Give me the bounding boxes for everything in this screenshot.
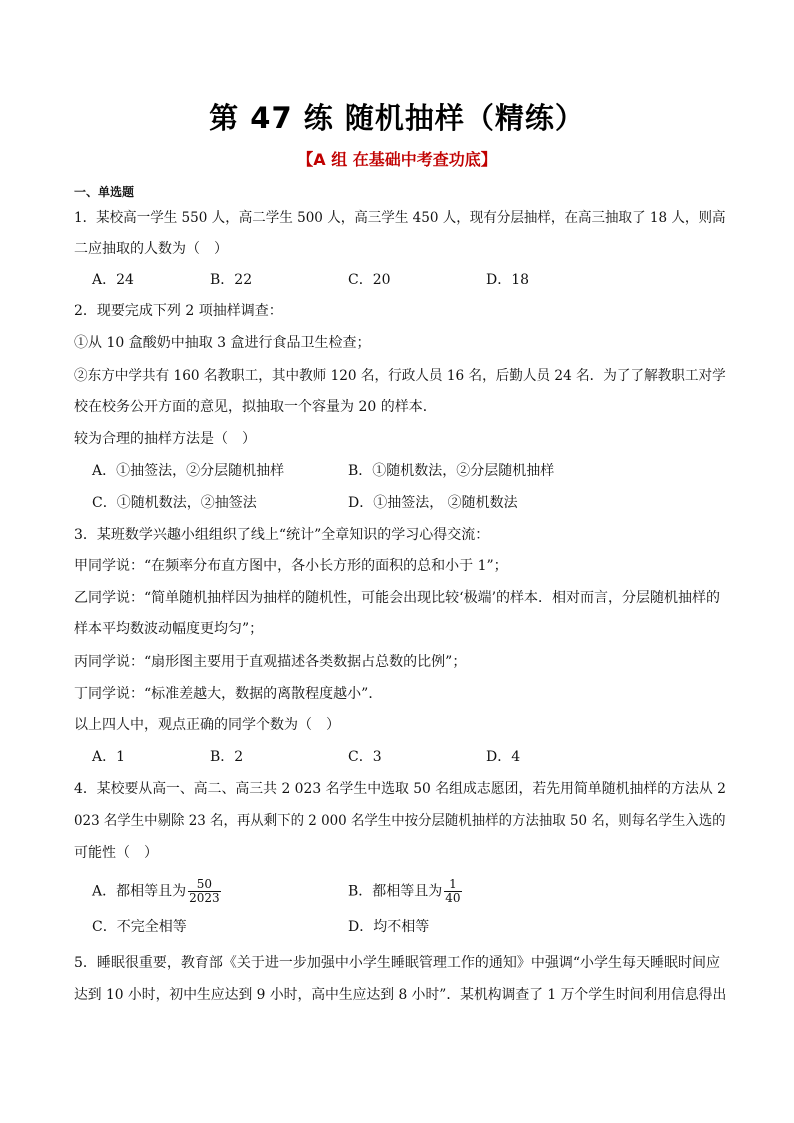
q3-option-d: D．4 — [486, 749, 521, 765]
q4-line-3: 可能性（ ） — [74, 845, 158, 861]
q4-option-b-text: B．都相等且为 — [348, 883, 443, 900]
q1-line-1: 1．某校高一学生 550 人，高二学生 500 人，高三学生 450 人，现有分层抽样，在高三抽取了 18 人，则高 — [74, 210, 726, 226]
q3-line-4: 样本平均数波动幅度更均匀”； — [74, 621, 264, 637]
q4-option-c: C．不完全相等 — [92, 919, 187, 935]
q4-line-2: 023 名学生中剔除 23 名，再从剩下的 2 000 名学生中按分层随机抽样的方法抽取 50 名，则每名学生入选的 — [74, 813, 726, 829]
q4-option-a-text: A．都相等且为 — [92, 883, 187, 900]
q2-line-5: 较为合理的抽样方法是（ ） — [74, 431, 256, 447]
q2-option-d: D．①抽签法， ②随机数法 — [348, 495, 518, 511]
q2-line-2: ①从 10 盒酸奶中抽取 3 盒进行食品卫生检查； — [74, 335, 371, 351]
fraction-denominator: 2023 — [189, 891, 220, 905]
q2-option-b: B．①随机数法，②分层随机抽样 — [348, 463, 555, 479]
q2-option-c: C．①随机数法，②抽签法 — [92, 495, 257, 511]
section-heading: 一、单选题 — [74, 185, 135, 199]
q1-line-2: 二应抽取的人数为（ ） — [74, 241, 228, 257]
q3-line-3: 乙同学说：“简单随机抽样因为抽样的随机性，可能会出现比较‘极端’的样本．相对而言，分层随机抽样的 — [74, 590, 721, 606]
q1-option-a: A．24 — [92, 272, 134, 288]
q3-line-1: 3．某班数学兴趣小组组织了线上“统计”全章知识的学习心得交流： — [74, 527, 490, 543]
q3-line-2: 甲同学说：“在频率分布直方图中，各小长方形的面积的总和小于 1”； — [74, 558, 508, 574]
q4-option-b — [348, 878, 462, 905]
q1-option-d: D．18 — [486, 272, 530, 288]
fraction-numerator: 50 — [188, 878, 221, 892]
q2-line-4: 校在校务公开方面的意见，拟抽取一个容量为 20 的样本． — [74, 399, 437, 415]
fraction-numerator: 1 — [444, 878, 461, 892]
q2-line-3: ②东方中学共有 160 名教职工，其中教师 120 名，行政人员 16 名，后勤人员 24 名．为了了解教职工对学 — [74, 368, 726, 384]
q3-option-c: C．3 — [348, 749, 382, 765]
page-title: 第 47 练 随机抽样（精练） — [209, 101, 585, 135]
q1-option-b: B．22 — [210, 272, 253, 288]
q1-option-c: C．20 — [348, 272, 391, 288]
q4-option-b-fraction — [444, 878, 461, 905]
q5-line-1: 5．睡眠很重要，教育部《关于进一步加强中小学生睡眠管理工作的通知》中强调“小学生每天睡眠时间应 — [74, 955, 721, 971]
q2-line-1: 2．现要完成下列 2 项抽样调查： — [74, 303, 283, 319]
q3-option-b: B．2 — [210, 749, 244, 765]
q3-option-a: A．1 — [92, 749, 126, 765]
fraction-denominator: 40 — [445, 891, 461, 905]
q3-line-5: 丙同学说：“扇形图主要用于直观描述各类数据占总数的比例”； — [74, 654, 467, 670]
q4-line-1: 4．某校要从高一、高二、高三共 2 023 名学生中选取 50 名组成志愿团，若先用简单随机抽样的方法从 2 — [74, 781, 726, 797]
q5-line-2: 达到 10 小时，初中生应达到 9 小时，高中生应达到 8 小时”．某机构调查了 1 万个学生时间利用信息得出 — [74, 987, 727, 1003]
q4-option-d: D．均不相等 — [348, 919, 430, 935]
q4-option-a-fraction — [188, 878, 221, 905]
q4-option-a — [92, 878, 221, 905]
q2-option-a: A．①抽签法，②分层随机抽样 — [92, 463, 285, 479]
q3-line-6: 丁同学说：“标准差越大，数据的离散程度越小”． — [74, 686, 383, 702]
q3-line-7: 以上四人中，观点正确的同学个数为（ ） — [74, 717, 340, 733]
group-subtitle: 【A 组 在基础中考查功底】 — [297, 150, 497, 169]
